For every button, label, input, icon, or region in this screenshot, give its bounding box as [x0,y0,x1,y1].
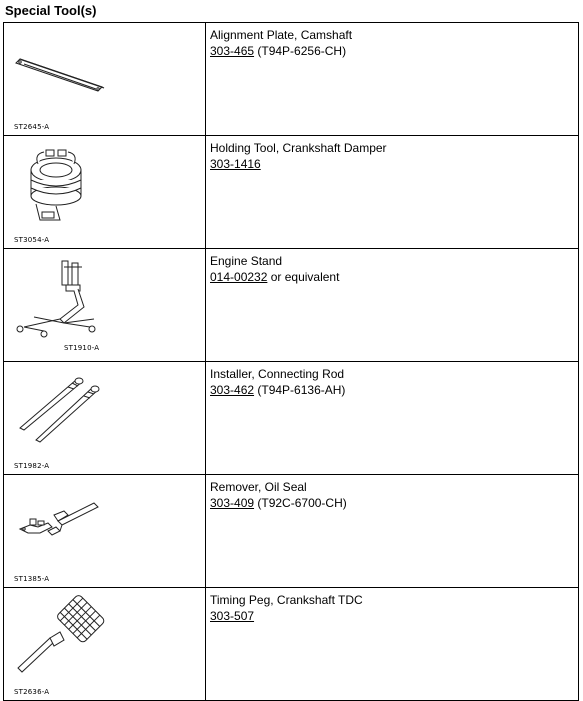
tool-description-cell [206,136,579,249]
connecting-rod-installer-icon [4,362,205,470]
tool-number-suffix: (T94P-6256-CH) [254,44,347,58]
tool-number-suffix: or equivalent [267,270,340,284]
tool-description-cell [206,588,579,701]
table-row [4,362,579,475]
art-code: ST3054-A [14,236,50,244]
tool-description-cell [206,362,579,475]
tool-description-cell [206,23,579,136]
tool-number-suffix: (T92C-6700-CH) [254,496,347,510]
tool-name: Alignment Plate, Camshaft [210,28,353,42]
tool-number-link[interactable]: 303-409 [210,496,255,510]
tool-image-cell [4,475,206,588]
tool-description-cell [206,249,579,362]
tool-number-link[interactable]: 014-00232 [210,270,268,284]
table-row [4,136,579,249]
tool-image-cell [4,136,206,249]
timing-peg-icon [4,588,205,696]
tool-description-cell [206,475,579,588]
tool-image-cell [4,23,206,136]
tool-number-link[interactable]: 303-1416 [210,157,261,171]
section-heading: Special Tool(s) [5,3,97,18]
tool-number-link[interactable]: 303-507 [210,609,255,623]
tool-number-link[interactable]: 303-465 [210,44,255,58]
tool-name: Remover, Oil Seal [210,480,307,494]
engine-stand-icon [4,249,205,357]
table-row [4,249,579,362]
tool-name: Timing Peg, Crankshaft TDC [210,593,363,607]
tool-number-link[interactable]: 303-462 [210,383,255,397]
tool-image-cell [4,249,206,362]
holding-tool-icon [4,136,205,244]
tool-image-cell [4,588,206,701]
oil-seal-remover-icon [4,475,205,583]
art-code: ST2645-A [14,123,50,131]
tool-name: Holding Tool, Crankshaft Damper [210,141,387,155]
art-code: ST1910-A [64,344,100,352]
table-row [4,475,579,588]
alignment-plate-icon [4,23,205,131]
art-code: ST1982-A [14,462,50,470]
art-code: ST2636-A [14,688,50,696]
table-row [4,23,579,136]
table-row [4,588,579,701]
tool-name: Engine Stand [210,254,283,268]
tool-number-suffix: (T94P-6136-AH) [254,383,346,397]
tool-name: Installer, Connecting Rod [210,367,345,381]
special-tools-table [3,22,579,701]
art-code: ST1385-A [14,575,50,583]
tool-image-cell [4,362,206,475]
